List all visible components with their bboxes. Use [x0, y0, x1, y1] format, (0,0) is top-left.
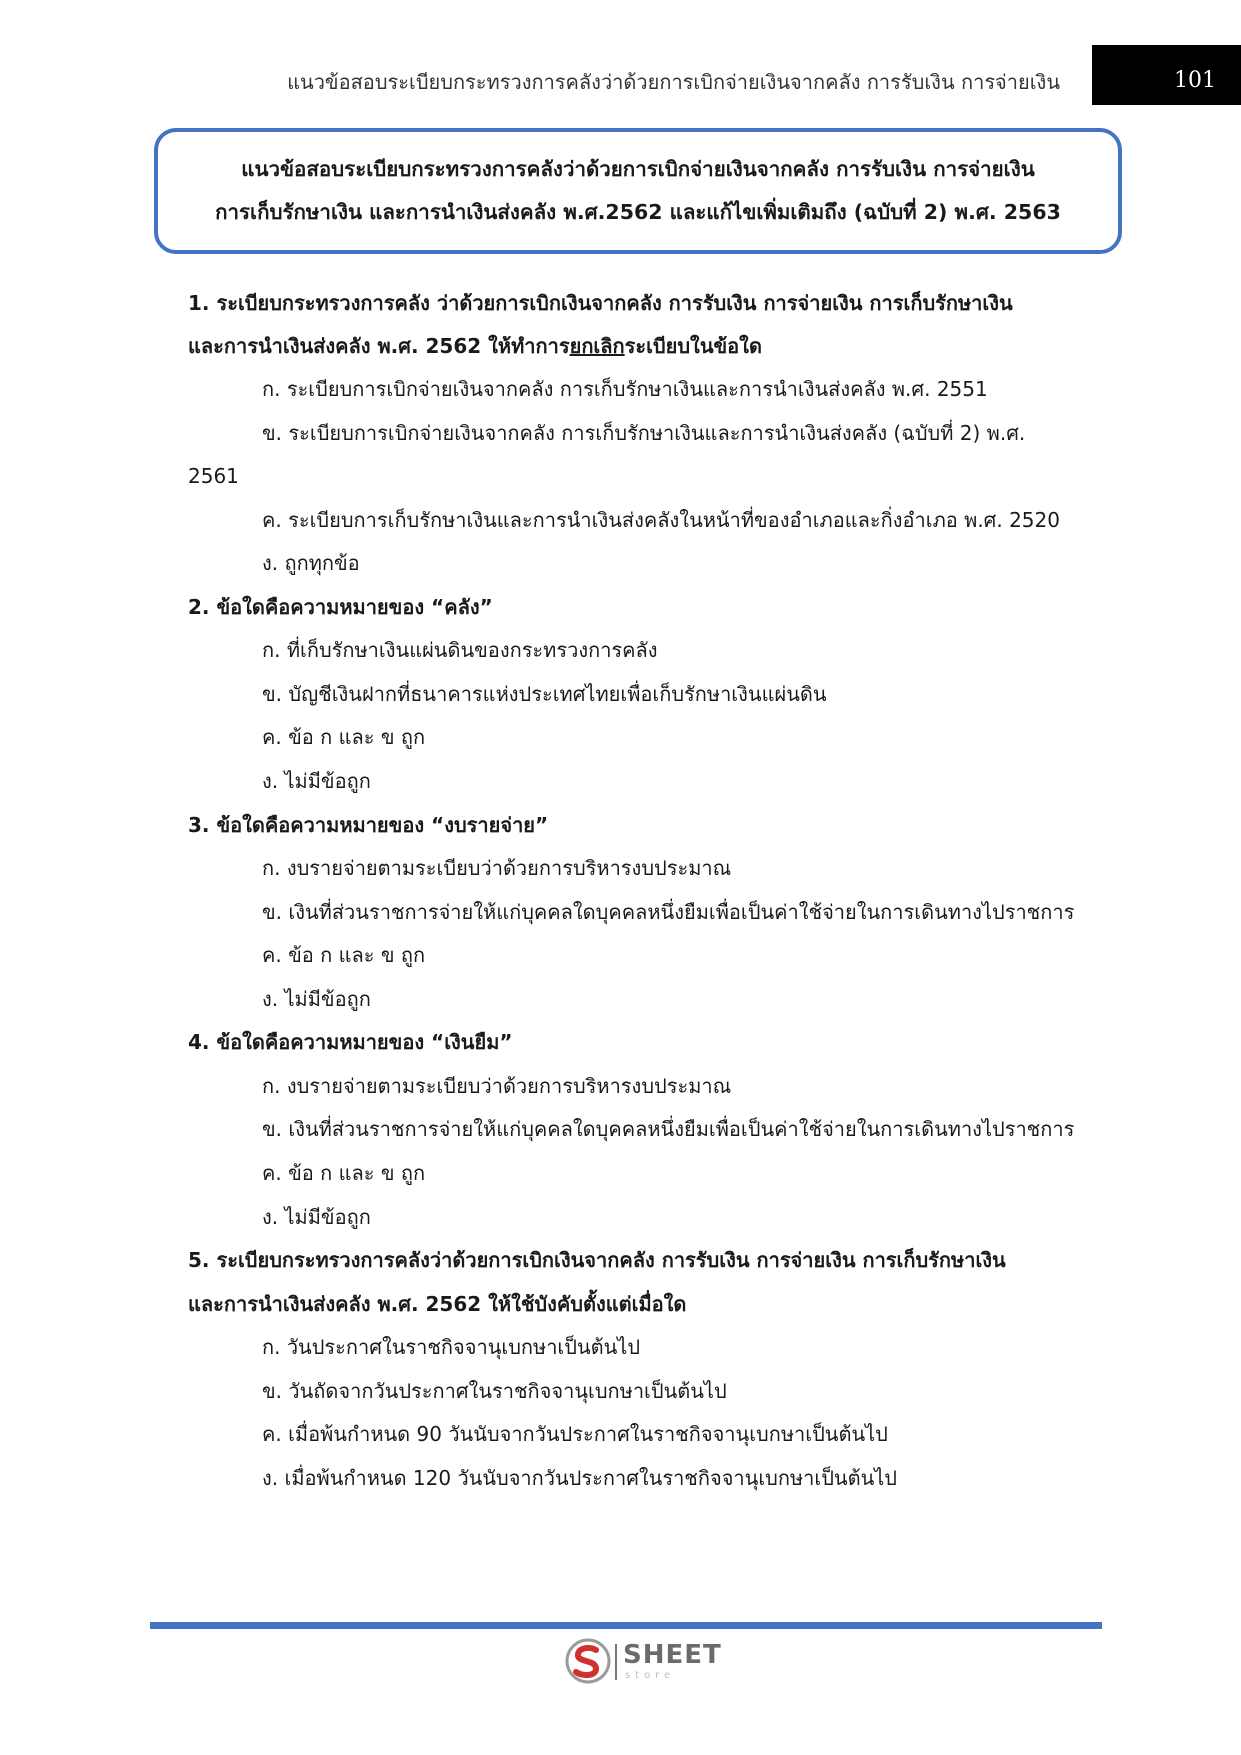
- logo-separator: [615, 1644, 617, 1680]
- logo-subword: store: [625, 1670, 676, 1681]
- question-2-option-b: ข. บัญชีเงินฝากที่ธนาคารแห่งประเทศไทยเพื่อเก็บรักษาเงินแผ่นดิน: [262, 682, 827, 706]
- page-number-box: [1092, 45, 1241, 105]
- question-2-option-d: ง. ไม่มีข้อถูก: [262, 769, 371, 793]
- question-2-option-a: ก. ที่เก็บรักษาเงินแผ่นดินของกระทรวงการคลัง: [262, 638, 658, 662]
- question-3-option-c: ค. ข้อ ก และ ข ถูก: [262, 943, 426, 967]
- question-5-option-b: ข. วันถัดจากวันประกาศในราชกิจจานุเบกษาเป็นต้นไป: [262, 1379, 727, 1403]
- title-box: [154, 128, 1122, 254]
- sheet-store-logo: [565, 1638, 725, 1684]
- question-1-line-2: [188, 331, 762, 361]
- logo-word: SHEET: [623, 1640, 722, 1670]
- page-number: 101: [1174, 68, 1216, 93]
- title-line-2: การเก็บรักษาเงิน และการนำเงินส่งคลัง พ.ศ.2562 และแก้ไขเพิ่มเติมถึง (ฉบับที่ 2) พ.ศ. 2563: [215, 200, 1061, 224]
- question-1-option-a: ก. ระเบียบการเบิกจ่ายเงินจากคลัง การเก็บรักษาเงินและการนำเงินส่งคลัง พ.ศ. 2551: [262, 377, 988, 401]
- question-1-text-end: ระเบียบในข้อใด: [624, 334, 762, 358]
- title-line-1: แนวข้อสอบระเบียบกระทรวงการคลังว่าด้วยการเบิกจ่ายเงินจากคลัง การรับเงิน การจ่ายเงิน: [241, 157, 1035, 181]
- question-2-option-c: ค. ข้อ ก และ ข ถูก: [262, 725, 426, 749]
- question-5-option-a: ก. วันประกาศในราชกิจจานุเบกษาเป็นต้นไป: [262, 1335, 641, 1359]
- question-4-option-b: ข. เงินที่ส่วนราชการจ่ายให้แก่บุคคลใดบุคคลหนึ่งยืมเพื่อเป็นค่าใช้จ่ายในการเดินทางไปราชการ: [262, 1117, 1075, 1141]
- question-4: 4. ข้อใดคือความหมายของ “เงินยืม”: [188, 1030, 513, 1054]
- question-5-line-2: และการนำเงินส่งคลัง พ.ศ. 2562 ให้ใช้บังคับตั้งแต่เมื่อใด: [188, 1292, 687, 1316]
- question-3-option-a: ก. งบรายจ่ายตามระเบียบว่าด้วยการบริหารงบประมาณ: [262, 856, 732, 880]
- question-1-line-1: 1. ระเบียบกระทรวงการคลัง ว่าด้วยการเบิกเงินจากคลัง การรับเงิน การจ่ายเงิน การเก็บรักษาเงิน: [188, 291, 1013, 315]
- question-5-option-d: ง. เมื่อพ้นกำหนด 120 วันนับจากวันประกาศในราชกิจจานุเบกษาเป็นต้นไป: [262, 1466, 897, 1490]
- question-1-option-c: ค. ระเบียบการเก็บรักษาเงินและการนำเงินส่งคลังในหน้าที่ของอำเภอและกิ่งอำเภอ พ.ศ. 2520: [262, 508, 1060, 532]
- question-4-option-c: ค. ข้อ ก และ ข ถูก: [262, 1161, 426, 1185]
- question-1-option-b-continuation: 2561: [188, 464, 239, 488]
- question-3-option-d: ง. ไม่มีข้อถูก: [262, 987, 371, 1011]
- question-1-option-d: ง. ถูกทุกข้อ: [262, 551, 360, 575]
- running-header: แนวข้อสอบระเบียบกระทรวงการคลังว่าด้วยการเบิกจ่ายเงินจากคลัง การรับเงิน การจ่ายเงิน: [287, 70, 1060, 94]
- question-5-option-c: ค. เมื่อพ้นกำหนด 90 วันนับจากวันประกาศในราชกิจจานุเบกษาเป็นต้นไป: [262, 1422, 888, 1446]
- question-4-option-d: ง. ไม่มีข้อถูก: [262, 1205, 371, 1229]
- question-2: 2. ข้อใดคือความหมายของ “คลัง”: [188, 595, 493, 619]
- question-4-option-a: ก. งบรายจ่ายตามระเบียบว่าด้วยการบริหารงบประมาณ: [262, 1074, 732, 1098]
- question-3-option-b: ข. เงินที่ส่วนราชการจ่ายให้แก่บุคคลใดบุคคลหนึ่งยืมเพื่อเป็นค่าใช้จ่ายในการเดินทางไปราชการ: [262, 900, 1075, 924]
- footer-rule: [150, 1622, 1102, 1629]
- question-3: 3. ข้อใดคือความหมายของ “งบรายจ่าย”: [188, 813, 549, 837]
- logo-s-icon: [565, 1638, 611, 1684]
- question-1-text: และการนำเงินส่งคลัง พ.ศ. 2562 ให้ทำการ: [188, 334, 570, 358]
- question-1-option-b: ข. ระเบียบการเบิกจ่ายเงินจากคลัง การเก็บรักษาเงินและการนำเงินส่งคลัง (ฉบับที่ 2) พ.ศ.: [262, 421, 1026, 445]
- question-1-underlined-word: ยกเลิก: [569, 334, 625, 358]
- question-5-line-1: 5. ระเบียบกระทรวงการคลังว่าด้วยการเบิกเงินจากคลัง การรับเงิน การจ่ายเงิน การเก็บรักษาเงิน: [188, 1248, 1006, 1272]
